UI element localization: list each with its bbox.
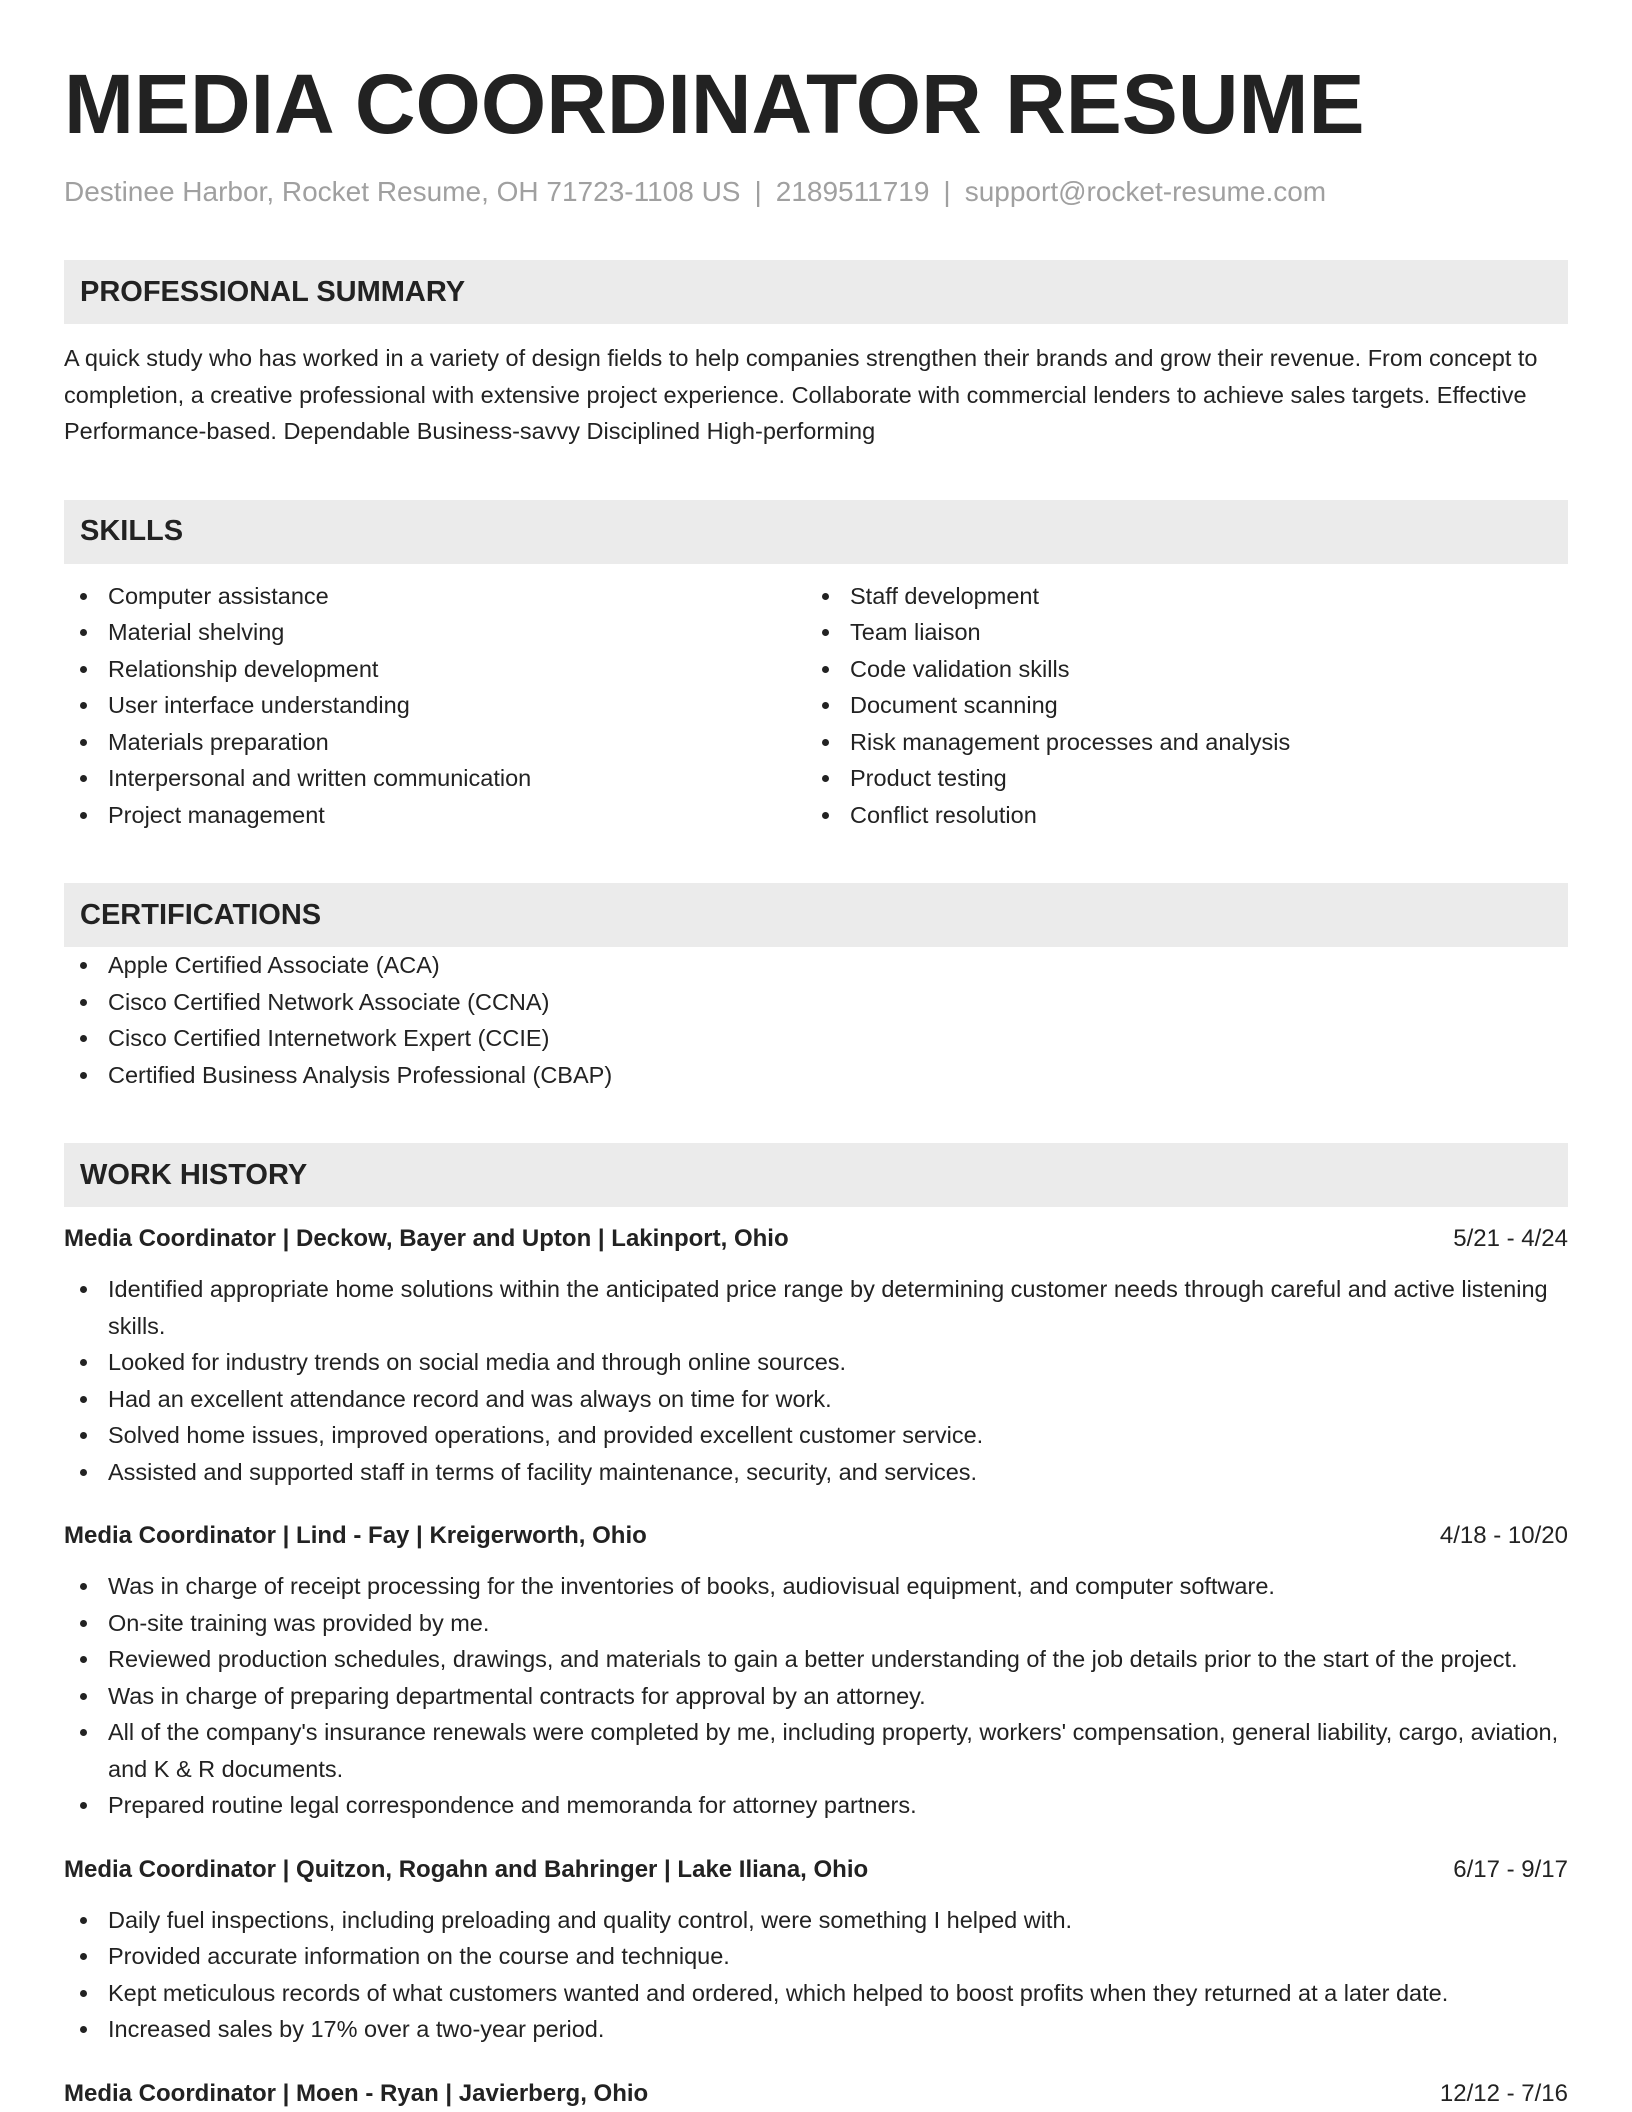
- skill-item: Staff development: [806, 578, 1548, 615]
- job-header: [64, 2076, 1568, 2112]
- job-bullet-item: Solved home issues, improved operations, and provided excellent customer service.: [64, 1417, 1568, 1454]
- skills-column-right: [806, 578, 1548, 834]
- job-dates: 12/12 - 7/16: [1439, 2079, 1568, 2107]
- skill-item: Computer assistance: [64, 578, 806, 615]
- skills-grid: [64, 578, 1568, 834]
- professional-summary-text: A quick study who has worked in a variety of design fields to help companies strengthen their brands and grow their revenue. From concept to completion, a creative professional with extensive project experience. Collaborate with commercial lenders to achieve sales targets. Effective Performance-based. Dependable Business-savvy Disciplined High-performing: [64, 345, 1538, 444]
- job-bullet-item: Looked for industry trends on social media and through online sources.: [64, 1344, 1568, 1381]
- job-bullet-item: Kept meticulous records of what customers wanted and ordered, which helped to boost profits when they returned at a later date.: [64, 1975, 1568, 2012]
- skill-item: Team liaison: [806, 614, 1548, 651]
- job-bullet-list: [64, 1271, 1568, 1490]
- job-bullet-item: Identified appropriate home solutions within the anticipated price range by determining customer needs through careful and active listening skills.: [64, 1271, 1568, 1344]
- certification-item: Apple Certified Associate (ACA): [64, 947, 1568, 984]
- certifications-list: [64, 947, 1568, 1093]
- job-dates: 4/18 - 10/20: [1439, 1522, 1568, 1549]
- contact-separator: |: [754, 176, 762, 207]
- skills-column-left: [64, 578, 806, 834]
- job-bullet-item: Had an excellent attendance record and was always on time for work.: [64, 1381, 1568, 1418]
- skill-item: User interface understanding: [64, 687, 806, 724]
- job-bullet-item: Provided accurate information on the course and technique.: [64, 1938, 1568, 1975]
- job-bullet-item: Was in charge of preparing departmental contracts for approval by an attorney.: [64, 1678, 1568, 1715]
- section-header-summary: PROFESSIONAL SUMMARY: [64, 260, 1568, 324]
- job-title: Media Coordinator | Lind - Fay | Kreigerworth, Ohio: [64, 1522, 647, 1549]
- skill-item: Risk management processes and analysis: [806, 724, 1548, 761]
- skill-item: Conflict resolution: [806, 797, 1548, 834]
- job-dates: 6/17 - 9/17: [1453, 1855, 1568, 1883]
- skill-item: Product testing: [806, 760, 1548, 797]
- skill-item: Relationship development: [64, 651, 806, 688]
- certification-item: Certified Business Analysis Professional (CBAP): [64, 1057, 1568, 1094]
- job-bullet-item: Increased sales by 17% over a two-year period.: [64, 2011, 1568, 2048]
- contact-phone: 2189511719: [775, 176, 930, 207]
- work-history-list: [64, 1221, 1568, 2112]
- job-entry: [64, 1221, 1568, 1490]
- skill-item: Project management: [64, 797, 806, 834]
- contact-line: [64, 174, 1568, 210]
- section-header-work-history: WORK HISTORY: [64, 1143, 1568, 1207]
- job-header: [64, 1518, 1568, 1554]
- job-entry: [64, 1852, 1568, 2048]
- job-bullet-item: Daily fuel inspections, including preloading and quality control, were something I helped with.: [64, 1902, 1568, 1939]
- section-header-certifications: CERTIFICATIONS: [64, 883, 1568, 947]
- skill-item: Code validation skills: [806, 651, 1548, 688]
- job-title: Media Coordinator | Quitzon, Rogahn and Bahringer | Lake Iliana, Ohio: [64, 1855, 869, 1883]
- job-dates: 5/21 - 4/24: [1453, 1225, 1568, 1252]
- resume-title: MEDIA COORDINATOR RESUME: [64, 57, 1365, 151]
- job-bullet-item: Reviewed production schedules, drawings, and materials to gain a better understanding of the job details prior to the start of the project.: [64, 1641, 1568, 1678]
- contact-address: Destinee Harbor, Rocket Resume, OH 71723-1108 US: [64, 176, 741, 207]
- certification-item: Cisco Certified Internetwork Expert (CCIE): [64, 1020, 1568, 1057]
- job-header: [64, 1221, 1568, 1257]
- job-entry: [64, 2076, 1568, 2112]
- job-bullet-list: [64, 1568, 1568, 1824]
- skill-item: Materials preparation: [64, 724, 806, 761]
- job-bullet-item: Was in charge of receipt processing for the inventories of books, audiovisual equipment, and computer software.: [64, 1568, 1568, 1605]
- job-title: Media Coordinator | Deckow, Bayer and Upton | Lakinport, Ohio: [64, 1225, 789, 1252]
- job-bullet-list: [64, 1902, 1568, 2048]
- job-bullet-item: Prepared routine legal correspondence and memoranda for attorney partners.: [64, 1787, 1568, 1824]
- job-entry: [64, 1518, 1568, 1824]
- job-title: Media Coordinator | Moen - Ryan | Javierberg, Ohio: [64, 2079, 649, 2107]
- section-header-skills: SKILLS: [64, 500, 1568, 564]
- certification-item: Cisco Certified Network Associate (CCNA): [64, 984, 1568, 1021]
- skill-item: Interpersonal and written communication: [64, 760, 806, 797]
- job-bullet-item: On-site training was provided by me.: [64, 1605, 1568, 1642]
- contact-separator: |: [943, 176, 951, 207]
- skill-item: Material shelving: [64, 614, 806, 651]
- job-header: [64, 1852, 1568, 1888]
- skill-item: Document scanning: [806, 687, 1548, 724]
- resume-page: [64, 0, 1568, 2112]
- skills-list-right: [806, 578, 1548, 834]
- contact-email: support@rocket-resume.com: [964, 176, 1327, 207]
- skills-list-left: [64, 578, 806, 834]
- job-bullet-item: Assisted and supported staff in terms of facility maintenance, security, and services.: [64, 1454, 1568, 1491]
- job-bullet-item: All of the company's insurance renewals were completed by me, including property, workers' compensation, general liability, cargo, aviation, and K & R documents.: [64, 1714, 1568, 1787]
